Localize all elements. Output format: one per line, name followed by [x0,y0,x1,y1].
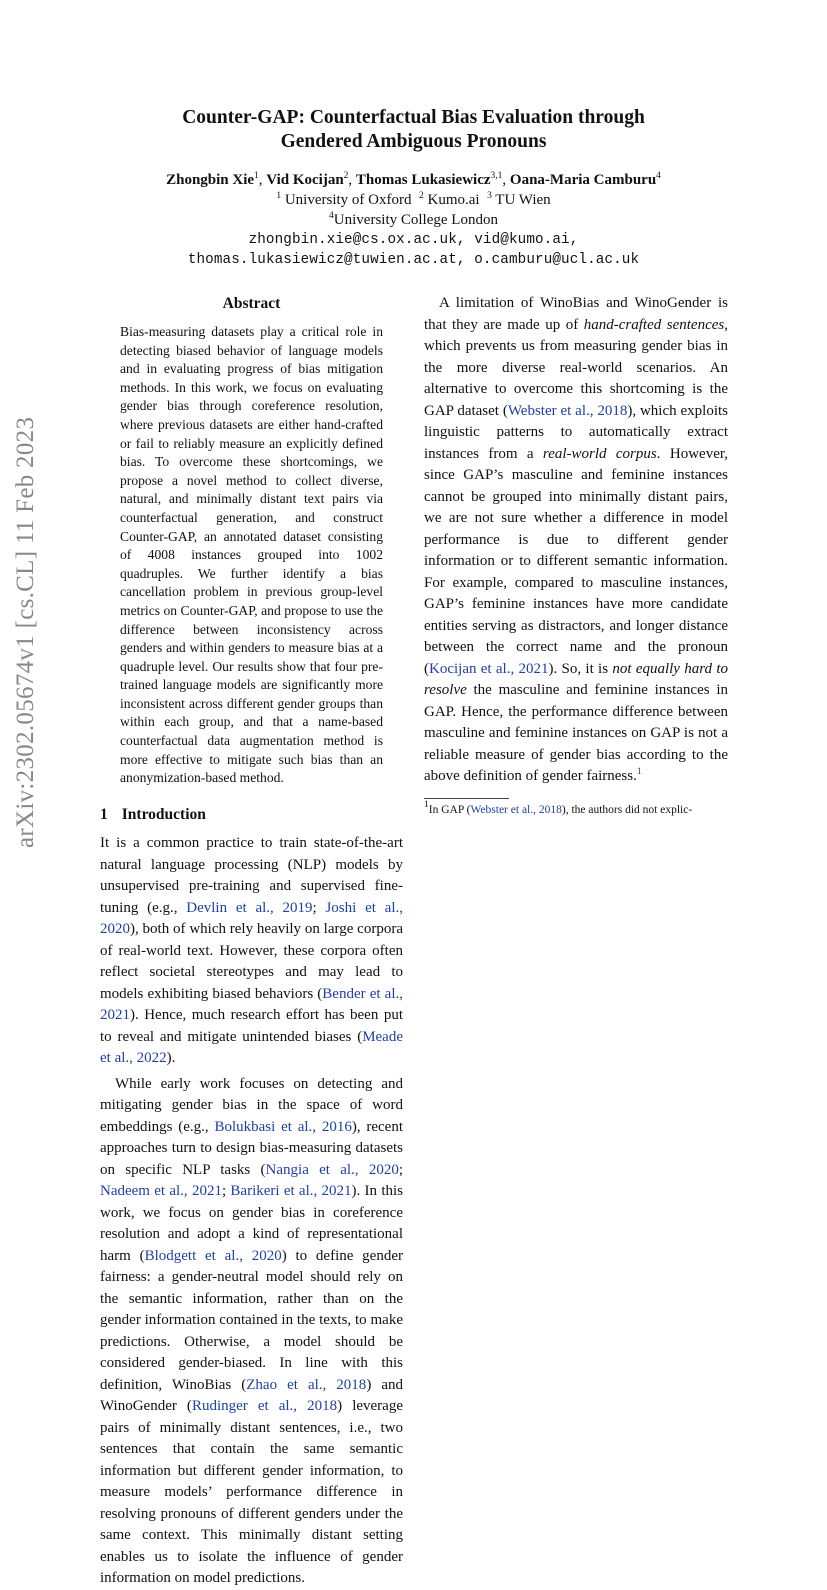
affiliation: TU Wien [495,192,551,208]
footnote-ref[interactable]: 1 [636,767,642,777]
intro-paragraph-2: While early work focuses on detecting and mitigating gender bias in the space of word embeddings (e.g., Bolukbasi et al., 2016), recent approaches turn to design bias-measuring datasets on specific NLP tasks (Nangia et al., 2020; Nadeem et al., 2021; Barikeri et al., 2021). In this work, we focus on gender bias in coreference resolution and adopt a kind of representational harm (Blodgett et al., 2020) to define gender fairness: a gender-neutral model should rely on the semantic information, rather than on the gender information contained in the texts, to make predictions. Otherwise, a model should be considered gender-biased. In line with this definition, WinoBias (Zhao et al., 2018) and WinoGender (Rudinger et al., 2018) leverage pairs of minimally distant sentences, i.e., two sentences that contain the same semantic information but different gender information, to measure models’ performance difference in resolving pronouns of different genders under the same context. This minimally distant setting enables us to isolate the influence of gender information on model predictions. [100,1075,403,1587]
intro-paragraph-3: A limitation of WinoBias and WinoGender is that they are made up of hand-crafted sentences, which prevents us from measuring gender bias in the more diverse real-world scenarios. An alternative to overcome this shortcoming is the GAP dataset (Webster et al., 2018), which exploits linguistic patterns to automatically extract instances from a real-world corpus. However, since GAP’s masculine and feminine instances cannot be grouped into minimally distant pairs, we are not sure whether a difference in model performance is due to different gender information or to different semantic information. For example, compared to masculine instances, GAP’s feminine instances have more candidate entities serving as distractors, and longer distance between the correct name and the pronoun (Kocijan et al., 2021). So, it is not equally hard to resolve the masculine and feminine instances in GAP. Hence, the performance difference between masculine and feminine instances on GAP is not a reliable measure of gender bias according to the above definition of gender fairness.$^1$ [424,295,728,784]
author-name: Thomas Lukasiewicz [355,172,491,188]
citation-link[interactable]: Rudinger et al., 2018 [191,1398,338,1415]
intro-paragraph-1: It is a common practice to train state-of-the-art natural language processing (NLP) models by unsupervised pre-training and supervised fine-tuning (e.g., Devlin et al., 2019; Joshi et al., 2020), both of which rely heavily on large corpora of real-world text. However, these corpora often reflect societal stereotypes and may lead to models exhibiting biased behaviors (Bender et al., 2021). Hence, much research effort has been put to reveal and mitigate unintended biases (Meade et al., 2022). [100,835,403,1067]
affiliation: University of Oxford [284,192,412,208]
section-number: 1 [100,805,108,823]
citation-link[interactable]: Devlin et al., 2019 [186,899,313,916]
citation-link[interactable]: Bolukbasi et al., 2016 [214,1118,352,1135]
author-list: Zhongbin Xie$^1$, Vid Kocijan$^2$, Thomas Lukasiewicz$^{3,1}$, Oana-Maria Camburu$^4$ [166,171,661,188]
affiliation: Kumo.ai [427,192,480,208]
emphasis: hand-crafted sentences [583,316,725,333]
title-line-2: Gendered Ambiguous Pronouns [280,131,547,152]
citation-link[interactable]: Bender et al., 2021 [100,985,403,1024]
citation-link[interactable]: Kocijan et al., 2021 [429,660,549,677]
affiliation: University College London [333,212,498,228]
citation-link[interactable]: Webster et al., 2018 [507,402,628,419]
citation-link[interactable]: Joshi et al., 2020 [100,899,403,938]
footnote: $^1$In GAP (Webster et al., 2018), the authors did not explic- [424,799,693,816]
paper-title [100,106,727,154]
author-name: Oana-Maria Camburu [509,172,657,188]
abstract-text: Bias-measuring datasets play a critical role in detecting biased behavior of language models and in evaluating progress of bias mitigation methods. In this work, we focus on evaluating gender bias through coreference resolution, where previous datasets are either hand-crafted or fail to reliably measure an explicitly defined bias. To overcome these shortcomings, we propose a novel method to collect diverse, natural, and minimally distant text pairs via counterfactual generation, and construct Counter-GAP, an annotated dataset consisting of 4008 instances grouped into 1002 quadruples. We further identify a bias cancellation problem in previous group-level metrics on Counter-GAP, and propose to use the difference between inconsistency across genders and within genders to measure bias at a quadruple level. Our results show that four pre-trained language models are significantly more inconsistent across different gender groups than within each group, and that a name-based counterfactual data augmentation method is more effective to mitigate such bias than an anonymization-based method. [120,324,383,786]
section-title: Introduction [121,805,206,823]
emails-line-2: thomas.lukasiewicz@tuwien.ac.at, o.camburu@ucl.ac.uk [187,252,640,268]
citation-link[interactable]: Meade et al., 2022 [100,1028,403,1067]
title-line-1: Counter-GAP: Counterfactual Bias Evaluation through [182,107,645,128]
abstract-heading: Abstract [222,295,281,312]
citation-link[interactable]: Zhao et al., 2018 [246,1376,367,1393]
author-name: Zhongbin Xie [166,172,255,188]
citation-link[interactable]: Blodgett et al., 2020 [144,1247,282,1264]
footnote-rule [424,798,509,799]
affiliations-line-1: $^1$ University of Oxford $^2$ Kumo.ai $^3$ TU Wien [276,191,551,208]
emphasis: not equally hard to resolve [424,660,728,698]
affiliations-line-2: $^4$University College London [329,211,498,228]
citation-link[interactable]: Barikeri et al., 2021 [230,1183,352,1200]
right-column [424,293,728,818]
section-heading [100,804,403,826]
emails-line-1: zhongbin.xie@cs.ox.ac.uk, vid@kumo.ai, [248,232,579,248]
emphasis: real-world corpus [542,445,657,462]
author-block [100,170,727,270]
citation-link[interactable]: Nangia et al., 2020 [265,1161,399,1178]
citation-link[interactable]: Nadeem et al., 2021 [100,1183,222,1200]
citation-link[interactable]: Webster et al., 2018 [470,803,562,816]
left-column [100,293,403,1590]
author-name: Vid Kocijan [266,172,344,188]
arxiv-stamp: arXiv:2302.05674v1 [cs.CL] 11 Feb 2023 [12,416,39,848]
